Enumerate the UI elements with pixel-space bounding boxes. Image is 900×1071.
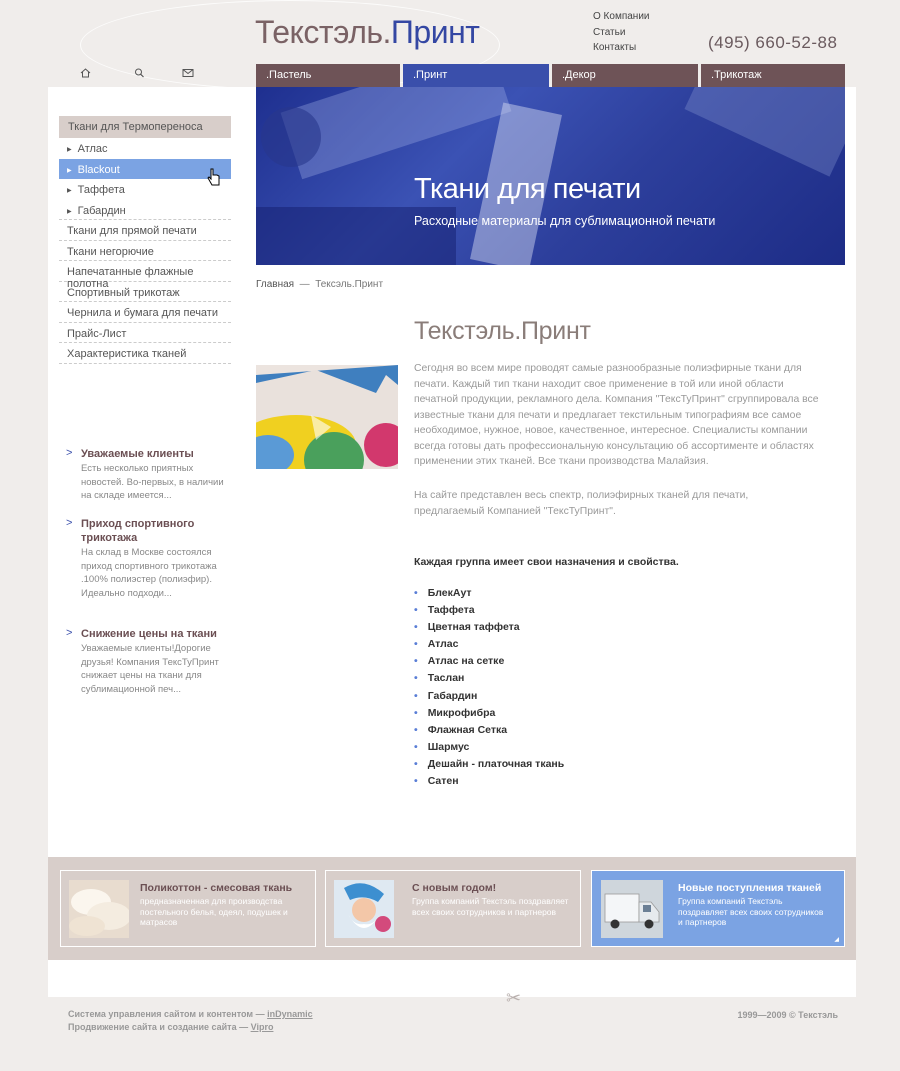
top-link-company[interactable]: О Компании bbox=[593, 11, 650, 22]
footer-link-vipro[interactable]: Vipro bbox=[250, 1022, 274, 1032]
sidebar-subitem-taffeta[interactable]: ▶ Таффета bbox=[67, 184, 125, 196]
list-item[interactable]: • Атлас bbox=[414, 638, 459, 651]
promo-text: предназначенная для производства постельного белья, одеял, подушек и матрасов bbox=[140, 896, 288, 927]
breadcrumb bbox=[256, 279, 383, 290]
corner-arrow-icon: ◢ bbox=[834, 937, 839, 943]
chevron-right-icon: > bbox=[66, 627, 73, 639]
nav-tab-knitwear[interactable]: .Трикотаж bbox=[701, 64, 845, 87]
truck-image bbox=[601, 880, 663, 938]
hero-fabric-roll bbox=[684, 87, 845, 177]
news-text: На склад в Москве состоялся приход спортивного трикотажа .100% полиэстер (полиэфир). Идеально подходи... bbox=[81, 547, 217, 599]
promo-text: Группа компаний Текстэль поздравляет всех своих сотрудников и партнеров bbox=[412, 896, 569, 917]
pillows-image bbox=[69, 880, 129, 938]
list-item[interactable]: • БлекАут bbox=[414, 587, 472, 599]
footer-link-indynamic[interactable]: inDynamic bbox=[267, 1009, 313, 1019]
top-links bbox=[593, 9, 650, 56]
groups-heading: Каждая группа имеет свои назначения и свойства. bbox=[414, 556, 679, 568]
promo-title: Новые поступления тканей bbox=[678, 882, 822, 894]
promo-title: С новым годом! bbox=[412, 882, 497, 894]
footer-credits: Система управления сайтом и контентом — inDynamic Продвижение сайта и создание сайта — Vipro bbox=[68, 1009, 313, 1032]
list-item[interactable]: • Дешайн - платочная ткань bbox=[414, 757, 565, 770]
news-title[interactable]: Уважаемые клиенты bbox=[81, 448, 194, 460]
hero-machine-dial bbox=[261, 107, 321, 167]
news-text: Уважаемые клиенты!Дорогие друзья! Компания ТексТуПринт снижает цены на ткани для сублимационной печ... bbox=[81, 643, 219, 695]
hero-subtitle: Расходные материалы для сублимационной печати bbox=[414, 214, 716, 228]
page-title: Текстэль.Принт bbox=[414, 317, 591, 345]
breadcrumb-separator: — bbox=[299, 279, 310, 290]
sidebar-item-characteristics[interactable]: Характеристика тканей bbox=[59, 343, 231, 364]
mail-icon[interactable] bbox=[182, 68, 194, 81]
copyright: 1999—2009 © Текстэль bbox=[737, 1010, 838, 1020]
sidebar-item-fireproof[interactable]: Ткани негорючие bbox=[59, 241, 231, 262]
list-item[interactable]: • Габардин bbox=[414, 689, 478, 702]
home-icon[interactable] bbox=[80, 68, 91, 81]
list-item[interactable]: • Таслан bbox=[414, 672, 465, 685]
list-item[interactable]: • Шармус bbox=[414, 740, 470, 753]
phone-number: (495) 660-52-88 bbox=[708, 33, 838, 52]
scissors-icon: ✂ bbox=[506, 988, 522, 1008]
breadcrumb-current: Тексэль.Принт bbox=[315, 279, 384, 290]
sidebar-item-price-list[interactable]: Прайс-Лист bbox=[59, 323, 231, 344]
list-item[interactable]: • Сатен bbox=[414, 775, 459, 788]
top-link-contacts[interactable]: Контакты bbox=[593, 42, 637, 53]
sidebar-menu bbox=[59, 138, 231, 364]
nav-tab-print[interactable]: .Принт bbox=[403, 64, 549, 87]
list-item[interactable]: • Микрофибра bbox=[414, 706, 496, 719]
nav-tab-decor[interactable]: .Декор bbox=[552, 64, 698, 87]
fabric-image bbox=[256, 365, 398, 469]
list-item[interactable]: • Флажная Сетка bbox=[414, 723, 508, 736]
sidebar-item-ink-paper[interactable]: Чернила и бумага для печати bbox=[59, 302, 231, 323]
utility-icons bbox=[80, 68, 220, 82]
news-text: Есть несколько приятных новостей. Во-первых, в наличии на складе имеется... bbox=[81, 463, 224, 501]
sidebar-subitem-atlas[interactable]: ▶ Атлас bbox=[67, 143, 108, 155]
sidebar-category-heading[interactable]: Ткани для Термопереноса bbox=[59, 116, 231, 138]
top-link-articles[interactable]: Статьи bbox=[593, 26, 626, 38]
promo-text: Группа компаний Текстэль поздравляет всех своих сотрудников и партнеров bbox=[678, 896, 824, 927]
promo-polycotton[interactable] bbox=[60, 870, 316, 947]
sidebar-subitem-gabardine[interactable]: ▶ Габардин bbox=[59, 200, 231, 221]
intro-paragraph: Сегодня во всем мире проводят самые разнообразные полиэфирные ткани для печати. Каждый тип ткани находит свое применение в той или иной области печатной продукции, рекламного дела. Компания "ТексТуПринт" сгруппировала все известные ткани для печати и предлагает текстильным типографиям все самое необходимое, нужное, новое, качественное, интересное. Специалисты компании всегда готовы дать профессиональную консультацию об ассортименте и областях применении этих тканей. Все ткани производства Малайзия. bbox=[414, 363, 819, 467]
site-logo[interactable]: Текстэль.Принт bbox=[255, 14, 480, 50]
news-item bbox=[66, 447, 226, 503]
news-title[interactable]: Приход спортивного трикотажа bbox=[81, 518, 195, 544]
intro-paragraph-2: На сайте представлен весь спектр, полиэфирных тканей для печати, предлагаемый Компанией "ТексТуПринт". bbox=[414, 490, 749, 517]
hero-title: Ткани для печати bbox=[414, 173, 641, 205]
sidebar-item-flags[interactable]: Напечатанные флажные полотна bbox=[59, 261, 231, 282]
search-icon[interactable] bbox=[134, 68, 145, 81]
hand-cursor-icon bbox=[207, 168, 221, 188]
news-item bbox=[66, 517, 226, 600]
chevron-right-icon: > bbox=[66, 517, 73, 529]
chevron-right-icon: > bbox=[66, 447, 73, 459]
sidebar-item-direct-print[interactable]: Ткани для прямой печати bbox=[59, 220, 231, 241]
fabric-group-list bbox=[414, 587, 564, 792]
sidebar-subitem-blackout[interactable]: ▶ Blackout bbox=[59, 159, 231, 180]
list-item[interactable]: • Атлас на сетке bbox=[414, 655, 505, 668]
santa-image bbox=[334, 880, 394, 938]
bullet-arrow-icon: ▶ bbox=[67, 147, 72, 153]
bullet-arrow-icon: ▶ bbox=[67, 188, 72, 194]
bullet-arrow-icon: ▶ bbox=[67, 167, 72, 174]
list-item[interactable]: • Цветная таффета bbox=[414, 621, 520, 634]
promo-new-arrivals[interactable] bbox=[591, 870, 845, 947]
hero-banner bbox=[256, 87, 845, 265]
bullet-arrow-icon: ▶ bbox=[67, 208, 72, 215]
breadcrumb-home[interactable]: Главная bbox=[256, 279, 295, 290]
promo-title: Поликоттон - смесовая ткань bbox=[140, 882, 293, 894]
news-item bbox=[66, 627, 226, 696]
promo-new-year[interactable] bbox=[325, 870, 581, 947]
list-item[interactable]: • Таффета bbox=[414, 604, 475, 617]
news-title[interactable]: Снижение цены на ткани bbox=[81, 628, 217, 640]
nav-tab-pastel[interactable]: .Пастель bbox=[256, 64, 400, 87]
sidebar-item-sport-knit[interactable]: Спортивный трикотаж bbox=[59, 282, 231, 303]
